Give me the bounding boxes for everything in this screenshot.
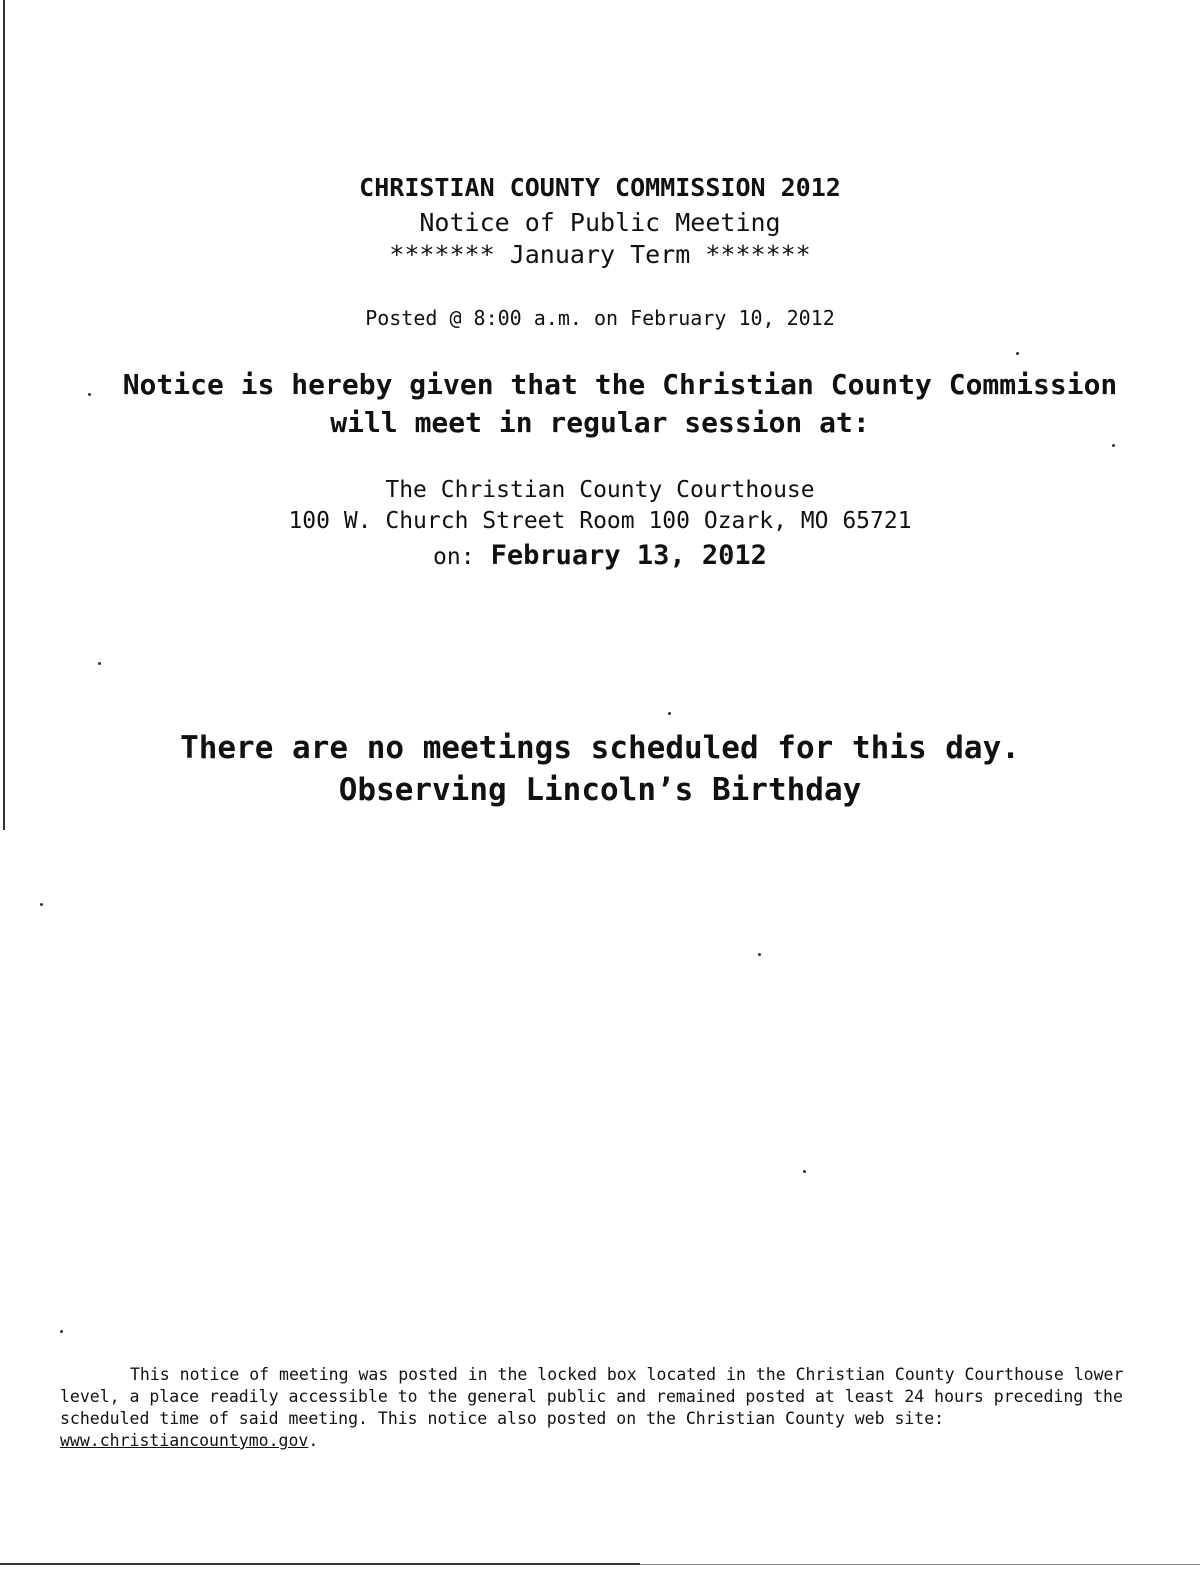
county-website-link[interactable]: www.christiancountymo.gov <box>60 1431 309 1450</box>
scan-edge-bottom-faint <box>640 1564 1200 1565</box>
scan-speck <box>803 1170 806 1173</box>
footer-text: This notice of meeting was posted in the locked box located in the Christian County Courthouse lower level, a place readily accessible to the general public and remained posted at least 24 hours preceding the scheduled time of said meeting. This notice also posted on the Christian County web site: <box>60 1365 1124 1428</box>
posting-footer <box>60 1364 1150 1452</box>
meeting-date-label: on: <box>433 544 475 570</box>
term-line: ******* January Term ******* <box>389 240 811 269</box>
meeting-date-line <box>0 540 1200 571</box>
scan-speck <box>668 712 671 715</box>
scan-speck <box>60 1330 63 1333</box>
no-meetings-announcement: There are no meetings scheduled for this day. <box>180 730 1020 766</box>
scan-speck <box>758 953 761 956</box>
scan-speck <box>1016 352 1019 355</box>
scan-speck <box>98 662 101 665</box>
observance-announcement: Observing Lincoln’s Birthday <box>338 772 862 808</box>
location-building: The Christian County Courthouse <box>385 477 815 503</box>
notice-line-1: Notice is hereby given that the Christian County Commission <box>122 368 1118 401</box>
document-subtitle: Notice of Public Meeting <box>419 208 781 237</box>
scan-speck <box>40 903 43 906</box>
notice-line-2: will meet in regular session at: <box>330 406 870 439</box>
footer-end: . <box>308 1431 319 1450</box>
posted-line: Posted @ 8:00 a.m. on February 10, 2012 <box>365 306 835 330</box>
scan-speck <box>88 393 91 396</box>
document-title: CHRISTIAN COUNTY COMMISSION 2012 <box>359 173 841 202</box>
location-address: 100 W. Church Street Room 100 Ozark, MO 65721 <box>288 508 912 534</box>
scan-edge-bottom <box>0 1563 640 1565</box>
meeting-date: February 13, 2012 <box>490 540 767 571</box>
scan-speck <box>1112 444 1115 447</box>
